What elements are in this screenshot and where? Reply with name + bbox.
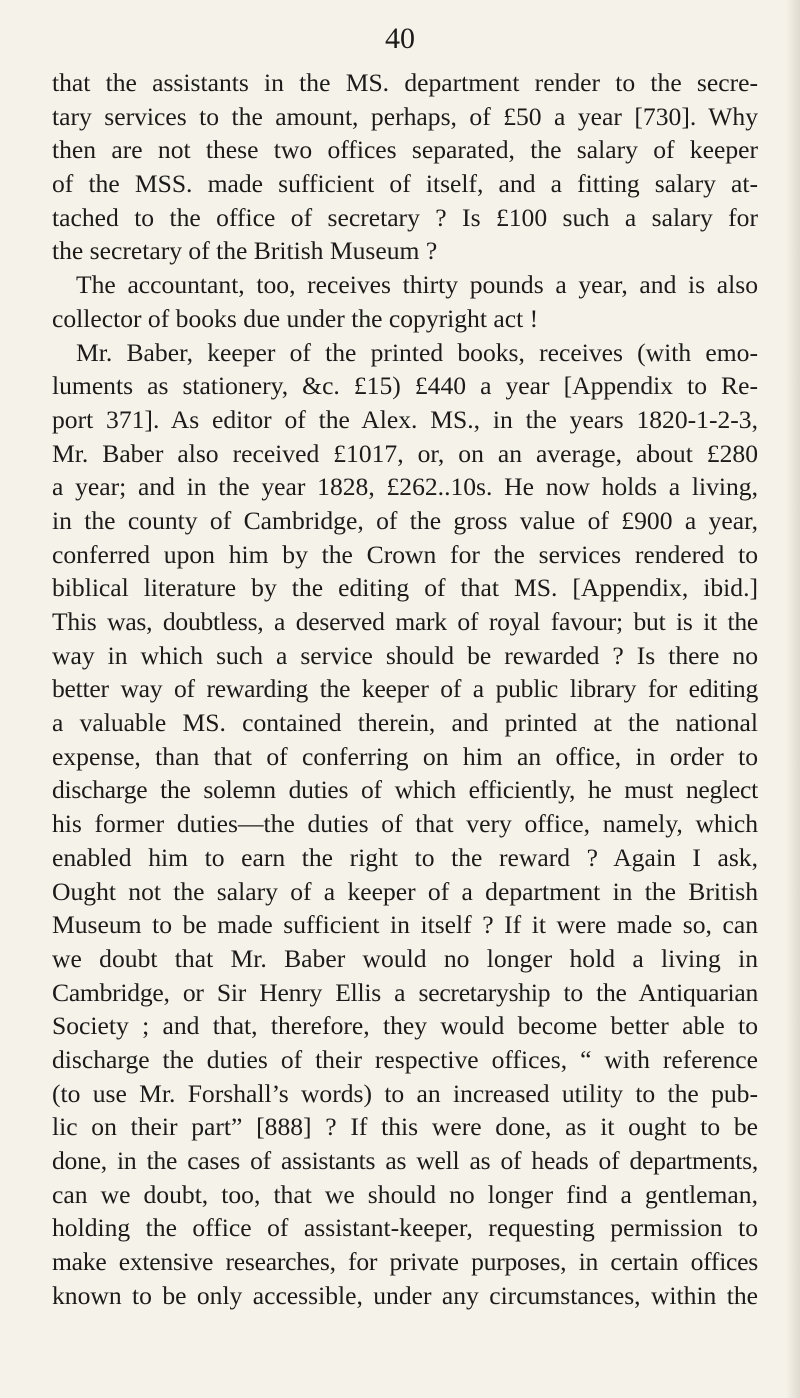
text-line: discharge the solemn duties of which efficiently, he must neglect: [52, 775, 758, 805]
text-line: luments as stationery, &c. £15) £440 a year [Appendix to Re-: [52, 371, 758, 401]
page-edge-shadow: [786, 0, 800, 1398]
text-line: Mr. Baber also received £1017, or, on an average, about £280: [52, 438, 758, 468]
text-line: Ought not the salary of a keeper of a department in the British: [52, 876, 758, 906]
text-line: tary services to the amount, perhaps, of £50 a year [730]. Why: [52, 101, 758, 131]
text-line: tached to the office of secretary ? Is £100 such a salary for: [52, 202, 758, 232]
text-line: a year; and in the year 1828, £262..10s. He now holds a living,: [52, 472, 758, 502]
text-line: Society ; and that, therefore, they would become better able to: [52, 1011, 758, 1041]
text-line: (to use Mr. Forshall’s words) to an increased utility to the pub-: [52, 1078, 758, 1108]
text-line: then are not these two offices separated, the salary of keeper: [52, 135, 758, 165]
text-line: collector of books due under the copyright act !: [52, 303, 539, 333]
text-line: better way of rewarding the keeper of a public library for editing: [52, 674, 758, 704]
text-line: his former duties—the duties of that very office, namely, which: [52, 809, 758, 839]
text-line: The accountant, too, receives thirty pounds a year, and is also: [76, 270, 758, 300]
text-line: known to be only accessible, under any circumstances, within the: [52, 1280, 758, 1310]
body-text: [52, 66, 758, 1312]
text-line: make extensive researches, for private purposes, in certain offices: [52, 1247, 758, 1277]
text-line: way in which such a service should be rewarded ? Is there no: [52, 640, 758, 670]
text-line: biblical literature by the editing of that MS. [Appendix, ibid.]: [52, 573, 758, 603]
text-line: done, in the cases of assistants as well as of heads of departments,: [52, 1146, 758, 1175]
text-line: lic on their part” [888] ? If this were done, as it ought to be: [52, 1112, 758, 1142]
page-number: 40: [385, 22, 415, 55]
text-line: Mr. Baber, keeper of the printed books, receives (with emo-: [76, 337, 758, 367]
text-line: that the assistants in the MS. department render to the secre-: [52, 68, 758, 97]
text-line: conferred upon him by the Crown for the services rendered to: [52, 539, 758, 569]
text-line: of the MSS. made sufficient of itself, and a fitting salary at-: [52, 169, 758, 199]
text-line: the secretary of the British Museum ?: [52, 236, 438, 266]
text-line: a valuable MS. contained therein, and printed at the national: [52, 708, 758, 738]
text-line: Museum to be made sufficient in itself ? If it were made so, can: [52, 910, 758, 940]
text-line: enabled him to earn the right to the reward ? Again I ask,: [52, 842, 758, 872]
text-line: This was, doubtless, a deserved mark of royal favour; but is it the: [52, 607, 758, 636]
text-line: Cambridge, or Sir Henry Ellis a secretaryship to the Antiquarian: [52, 977, 758, 1007]
text-line: discharge the duties of their respective offices, “ with reference: [52, 1044, 758, 1074]
text-line: port 371]. As editor of the Alex. MS., in the years 1820-1-2-3,: [52, 404, 758, 434]
text-line: can we doubt, too, that we should no longer find a gentleman,: [52, 1179, 758, 1209]
text-line: we doubt that Mr. Baber would no longer hold a living in: [52, 943, 758, 973]
text-line: in the county of Cambridge, of the gross value of £900 a year,: [52, 505, 758, 535]
text-line: holding the office of assistant-keeper, requesting permission to: [52, 1213, 758, 1243]
text-line: expense, than that of conferring on him an office, in order to: [52, 741, 758, 771]
